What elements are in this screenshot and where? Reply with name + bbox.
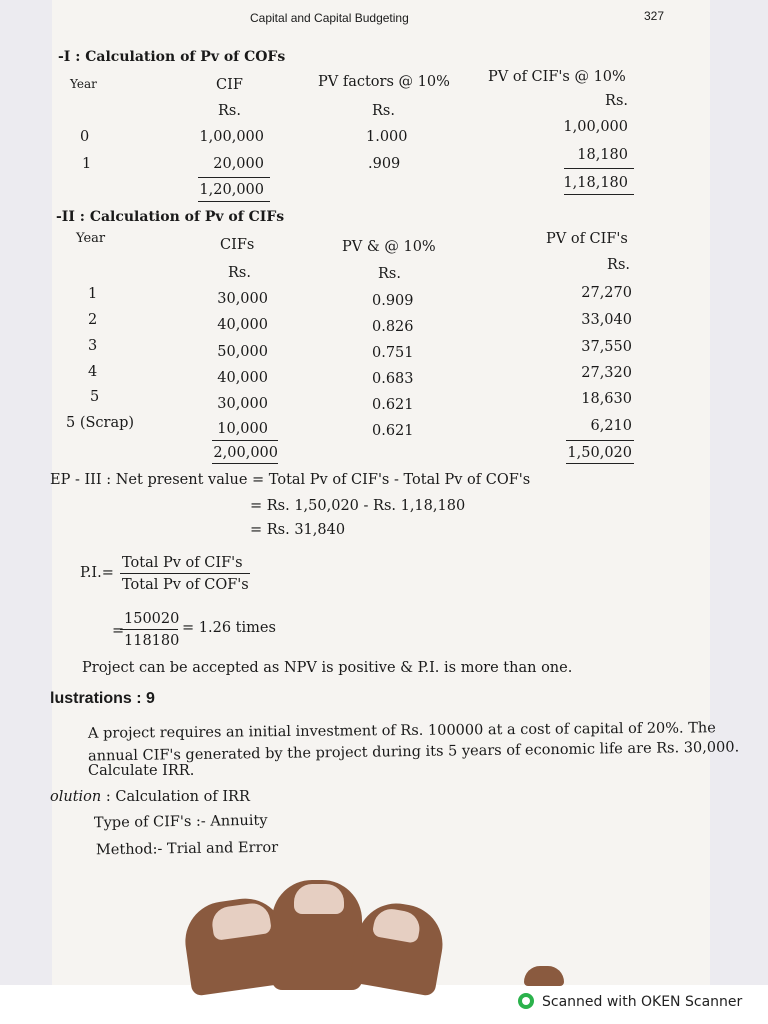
step2-row6-pv: 6,210 — [590, 418, 632, 434]
solution-text: : Calculation of IRR — [101, 789, 250, 805]
step1-cif-total-rule-top — [198, 177, 270, 178]
background-left-strip — [0, 0, 52, 985]
step1-row1-pv: 18,180 — [577, 147, 628, 163]
step2-col-pv: PV of CIF's — [546, 231, 628, 247]
step2-row3-pv: 37,550 — [581, 339, 632, 355]
step3-npv-substitution: = Rs. 1,50,020 - Rs. 1,18,180 — [250, 498, 466, 514]
oken-scanner-logo-icon — [518, 993, 534, 1009]
step2-col-factor: PV & @ 10% — [342, 239, 436, 255]
step1-pv-total-rule-bottom — [564, 194, 634, 195]
step2-unit-cif: Rs. — [228, 265, 251, 281]
step2-row2-cif: 40,000 — [217, 317, 268, 333]
pi-eq-sign: = — [112, 623, 125, 639]
solution-label: olution — [50, 789, 102, 805]
running-header: Capital and Capital Budgeting — [250, 11, 409, 25]
pi-result: = 1.26 times — [182, 620, 276, 636]
step2-pv-total-rule-top — [566, 440, 634, 441]
pi-value-fraction-line — [120, 629, 178, 630]
step2-row6-cif: 10,000 — [217, 421, 268, 437]
step1-unit-pv: Rs. — [605, 93, 628, 109]
pi-den-value: 118180 — [124, 633, 180, 649]
step2-row5-cif: 30,000 — [217, 396, 268, 412]
illustration-line-3: Calculate IRR. — [88, 763, 195, 779]
step3-npv-line: EP - III : Net present value = Total Pv of CIF's - Total Pv of COF's — [50, 472, 531, 488]
step2-unit-pv: Rs. — [607, 257, 630, 273]
step1-unit-cif: Rs. — [218, 103, 241, 119]
step1-col-factor: PV factors @ 10% — [318, 74, 450, 90]
step2-row4-year: 4 — [88, 364, 98, 380]
step2-row3-cif: 50,000 — [217, 344, 268, 360]
pi-numerator: Total Pv of CIF's — [122, 555, 243, 571]
illustration-line-2: annual CIF's generated by the project during its 5 years of economic life are Rs. 30,000. — [87, 739, 740, 765]
solution-line — [50, 790, 250, 805]
step1-row0-factor: 1.000 — [366, 129, 408, 145]
step1-row0-cif: 1,00,000 — [199, 129, 264, 145]
step2-row2-year: 2 — [88, 312, 98, 328]
step1-total-pv: 1,18,180 — [563, 175, 628, 191]
step2-row4-cif: 40,000 — [217, 370, 268, 386]
solution-type: Type of CIF's :- Annuity — [93, 812, 268, 832]
step1-row0-pv: 1,00,000 — [563, 119, 628, 135]
step2-pv-total-rule-bottom — [566, 463, 634, 464]
step2-row1-year: 1 — [88, 286, 98, 302]
step2-col-year: Year — [76, 231, 106, 246]
pi-fraction-line — [120, 573, 250, 574]
step2-row3-factor: 0.751 — [372, 345, 414, 361]
step2-total-pv: 1,50,020 — [567, 445, 632, 461]
step2-row2-factor: 0.826 — [372, 319, 414, 335]
background-right-strip — [710, 0, 768, 985]
step1-row1-year: 1 — [82, 156, 92, 172]
step2-row5-year: 5 — [90, 389, 100, 405]
step1-row0-year: 0 — [80, 129, 90, 145]
step1-pv-total-rule-top — [564, 168, 634, 169]
step2-row1-cif: 30,000 — [217, 291, 268, 307]
step2-total-cif: 2,00,000 — [213, 445, 278, 461]
scanner-watermark: Scanned with OKEN Scanner — [542, 994, 743, 1010]
step2-row6-year: 5 (Scrap) — [66, 415, 135, 431]
conclusion-text: Project can be accepted as NPV is positive & P.I. is more than one. — [82, 660, 573, 676]
page-number: 327 — [644, 9, 665, 23]
pi-num-value: 150020 — [124, 611, 180, 627]
step2-unit-factor: Rs. — [378, 266, 401, 282]
step2-cif-total-rule-top — [212, 440, 278, 441]
step2-cif-total-rule-bottom — [212, 463, 278, 464]
step2-row5-factor: 0.621 — [372, 397, 414, 413]
step1-row1-factor: .909 — [368, 156, 401, 172]
step1-col-pv: PV of CIF's @ 10% — [488, 69, 626, 85]
solution-method: Method:- Trial and Error — [95, 839, 279, 859]
step1-cif-total-rule-bottom — [198, 201, 270, 202]
step2-row4-factor: 0.683 — [372, 371, 414, 387]
pi-label: P.I.= — [80, 565, 114, 581]
step2-row1-pv: 27,270 — [581, 285, 632, 301]
pi-denominator: Total Pv of COF's — [122, 577, 249, 593]
illustration-heading: lustrations : 9 — [50, 690, 155, 707]
step2-row4-pv: 27,320 — [581, 365, 632, 381]
step2-row5-pv: 18,630 — [581, 391, 632, 407]
step3-npv-result: = Rs. 31,840 — [250, 522, 346, 538]
step2-row1-factor: 0.909 — [372, 293, 414, 309]
step2-row2-pv: 33,040 — [581, 312, 632, 328]
step1-total-cif: 1,20,000 — [199, 182, 264, 198]
step2-col-cif: CIFs — [220, 237, 255, 253]
step2-row6-factor: 0.621 — [372, 423, 414, 439]
step-1-heading: -I : Calculation of Pv of COFs — [58, 49, 286, 65]
step1-col-year: Year — [70, 77, 97, 91]
step1-unit-factor: Rs. — [372, 103, 395, 119]
step1-row1-cif: 20,000 — [213, 156, 264, 172]
step-2-heading: -II : Calculation of Pv of CIFs — [56, 209, 285, 225]
step2-row3-year: 3 — [88, 338, 98, 354]
step1-col-cif: CIF — [216, 77, 243, 93]
illustration-line-1: A project requires an initial investment of Rs. 100000 at a cost of capital of 20%. The — [87, 720, 716, 742]
